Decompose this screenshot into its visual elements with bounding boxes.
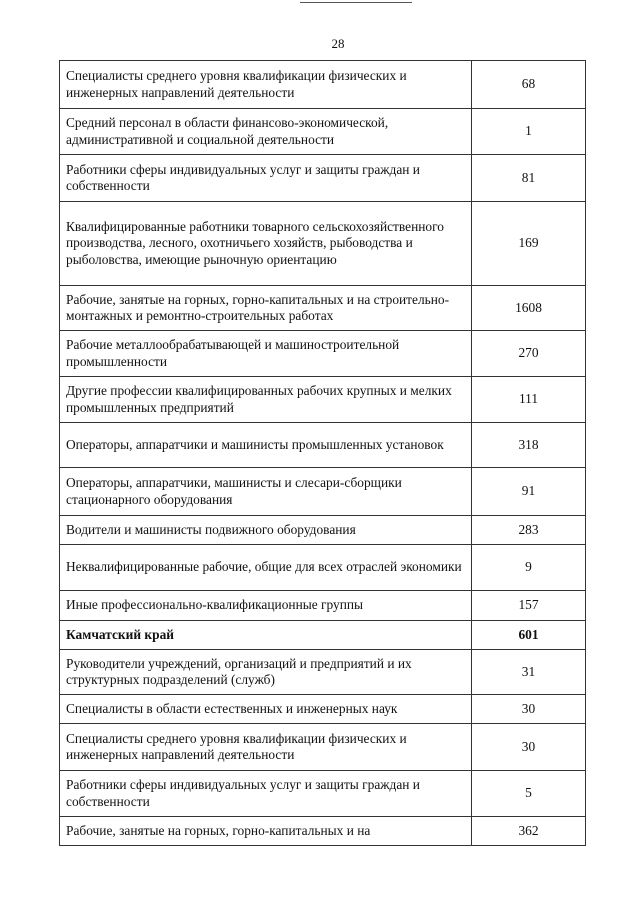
row-name: Специалисты среднего уровня квалификации физических и инженерных направлений деятельности bbox=[60, 61, 472, 109]
row-value: 1608 bbox=[472, 286, 586, 331]
row-value: 362 bbox=[472, 817, 586, 846]
region-header-row bbox=[60, 621, 586, 650]
row-name: Рабочие, занятые на горных, горно-капитальных и на bbox=[60, 817, 472, 846]
row-name: Квалифицированные работники товарного сельскохозяйственного производства, лесного, охотничьего хозяйств, рыбоводства и рыболовства, имеющие рыночную ориентацию bbox=[60, 202, 472, 286]
row-value: 1 bbox=[472, 109, 586, 155]
row-value: 68 bbox=[472, 61, 586, 109]
table-row bbox=[60, 155, 586, 202]
row-name: Операторы, аппаратчики и машинисты промышленных установок bbox=[60, 423, 472, 468]
row-name: Водители и машинисты подвижного оборудования bbox=[60, 516, 472, 545]
region-name: Камчатский край bbox=[60, 621, 472, 650]
row-value: 169 bbox=[472, 202, 586, 286]
row-value: 30 bbox=[472, 724, 586, 771]
row-value: 270 bbox=[472, 331, 586, 377]
table-row bbox=[60, 202, 586, 286]
row-value: 318 bbox=[472, 423, 586, 468]
row-value: 5 bbox=[472, 771, 586, 817]
row-name: Средний персонал в области финансово-экономической, административной и социальной деятельности bbox=[60, 109, 472, 155]
row-name: Рабочие, занятые на горных, горно-капитальных и на строительно-монтажных и ремонтно-строительных работах bbox=[60, 286, 472, 331]
row-name: Работники сферы индивидуальных услуг и защиты граждан и собственности bbox=[60, 771, 472, 817]
table-row bbox=[60, 286, 586, 331]
table-row bbox=[60, 650, 586, 695]
table-row bbox=[60, 724, 586, 771]
row-name: Другие профессии квалифицированных рабочих крупных и мелких промышленных предприятий bbox=[60, 377, 472, 423]
row-value: 157 bbox=[472, 591, 586, 621]
row-name: Специалисты в области естественных и инженерных наук bbox=[60, 695, 472, 724]
table-row bbox=[60, 545, 586, 591]
table-row bbox=[60, 817, 586, 846]
table-row bbox=[60, 591, 586, 621]
row-value: 91 bbox=[472, 468, 586, 516]
row-name: Рабочие металлообрабатывающей и машиностроительной промышленности bbox=[60, 331, 472, 377]
row-name: Неквалифицированные рабочие, общие для всех отраслей экономики bbox=[60, 545, 472, 591]
region-total: 601 bbox=[472, 621, 586, 650]
table-row bbox=[60, 61, 586, 109]
row-value: 30 bbox=[472, 695, 586, 724]
row-value: 9 bbox=[472, 545, 586, 591]
table-row bbox=[60, 771, 586, 817]
row-value: 81 bbox=[472, 155, 586, 202]
table-row bbox=[60, 109, 586, 155]
row-value: 111 bbox=[472, 377, 586, 423]
table-row bbox=[60, 423, 586, 468]
row-name: Операторы, аппаратчики, машинисты и слесари-сборщики стационарного оборудования bbox=[60, 468, 472, 516]
page-number: 28 bbox=[331, 36, 345, 51]
row-name: Специалисты среднего уровня квалификации физических и инженерных направлений деятельности bbox=[60, 724, 472, 771]
table-row bbox=[60, 377, 586, 423]
top-rule bbox=[300, 2, 412, 3]
row-value: 31 bbox=[472, 650, 586, 695]
table-row bbox=[60, 516, 586, 545]
table-row bbox=[60, 468, 586, 516]
occupation-table bbox=[59, 60, 586, 846]
row-name: Работники сферы индивидуальных услуг и защиты граждан и собственности bbox=[60, 155, 472, 202]
table-row bbox=[60, 331, 586, 377]
row-value: 283 bbox=[472, 516, 586, 545]
row-name: Иные профессионально-квалификационные группы bbox=[60, 591, 472, 621]
table-row bbox=[60, 695, 586, 724]
row-name: Руководители учреждений, организаций и предприятий и их структурных подразделений (служб) bbox=[60, 650, 472, 695]
